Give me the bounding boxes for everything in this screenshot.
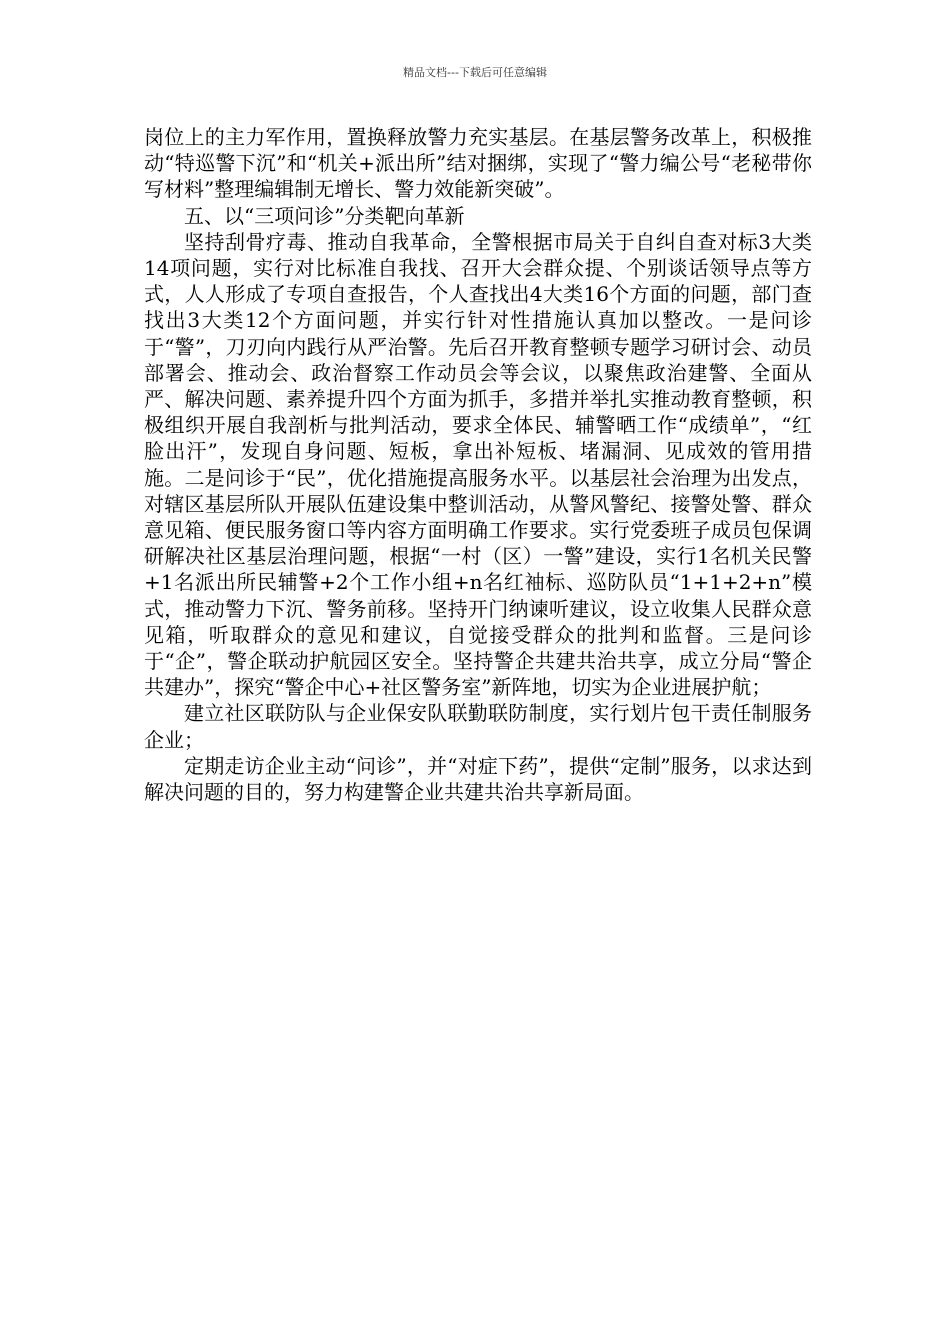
section-heading: 五、以“三项问诊”分类靶向革新 [184, 203, 465, 228]
page-header: 精品文档---下载后可任意编辑 [403, 66, 547, 79]
paragraph: 定期走访企业主动“问诊”，并“对症下药”，提供“定制”服务，以求达到解决问题的目的，努力构建警企业共建共治共享新局面。 [144, 753, 812, 805]
paragraph-continuation: 岗位上的主力军作用，置换释放警力充实基层。在基层警务改革上，积极推动“特巡警下沉”和“机关+派出所”结对捆绑，实现了“警力编公号“老秘带你写材料”整理编辑制无增长、警力效能新突破”。 [144, 125, 812, 202]
paragraph: 建立社区联防队与企业保安队联勤联防制度，实行划片包干责任制服务企业； [144, 701, 812, 752]
document-body [144, 124, 812, 805]
paragraph: 坚持刮骨疗毒、推动自我革命，全警根据市局关于自纠自查对标3大类14项问题，实行对比标准自我找、召开大会群众提、个别谈话领导点等方式，人人形成了专项自查报告，个人查找出4大类16个方面的问题，部门查找出3大类12个方面问题，并实行针对性措施认真加以整改。一是问诊于“警”，刀刃向内践行从严治警。先后召开教育整顿专题学习研讨会、动员部署会、推动会、政治督察工作动员会等会议，以聚焦政治建警、全面从严、解决问题、素养提升四个方面为抓手，多措并举扎实推动教育整顿，积极组织开展自我剖析与批判活动，要求全体民、辅警晒工作“成绩单”，“红脸出汗”，发现自身问题、短板，拿出补短板、堵漏洞、见成效的管用措施。二是问诊于“民”，优化措施提高服务水平。以基层社会治理为出发点，对辖区基层所队开展队伍建设集中整训活动，从警风警纪、接警处警、群众意见箱、便民服务窗口等内容方面明确工作要求。实行党委班子成员包保调研解决社区基层治理问题，根据“一村（区）一警”建设，实行1名机关民警+1名派出所民辅警+2个工作小组+n名红袖标、巡防队员“1+1+2+n”模式，推动警力下沉、警务前移。坚持开门纳谏听建议，设立收集人民群众意见箱，听取群众的意见和建议，自觉接受群众的批判和监督。三是问诊于“企”，警企联动护航园区安全。坚持警企共建共治共享，成立分局“警企共建办”，探究“警企中心+社区警务室”新阵地，切实为企业进展护航； [144, 229, 812, 700]
